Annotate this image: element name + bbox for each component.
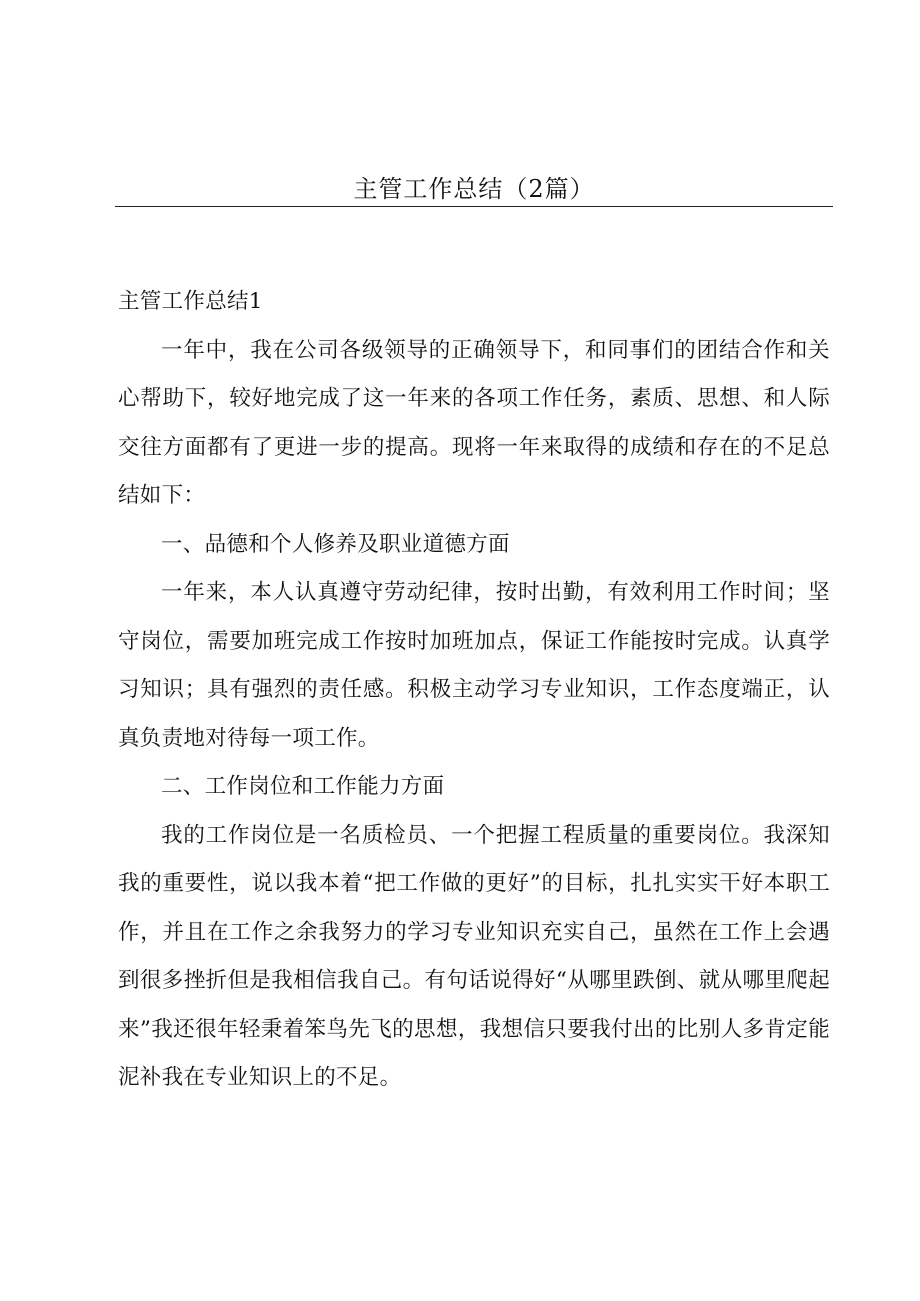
intro-paragraph: 一年中，我在公司各级领导的正确领导下，和同事们的团结合作和关心帮助下，较好地完成了这一年来的各项工作任务，素质、思想、和人际交往方面都有了更进一步的提高。现将一年来取得的成绩和存在的不足总结如下： [118,337,830,508]
document-title: 主管工作总结（2篇） [353,175,595,203]
heading-morality: 一、品德和个人修养及职业道德方面 [161,531,510,557]
section-title: 主管工作总结1 [118,289,263,314]
work-ability-paragraph: 我的工作岗位是一名质检员、一个把握工程质量的重要岗位。我深知我的重要性，说以我本着“把工作做的更好”的目标，扎扎实实干好本职工作，并且在工作之余我努力的学习专业知识充实自己，虽然在工作上会遇到很多挫折但是我相信我自己。有句话说得好“从哪里跌倒、就从哪里爬起来”我还很年轻秉着笨鸟先飞的思想，我想信只要我付出的比别人多肯定能泥补我在专业知识上的不足。 [118,822,830,1090]
morality-paragraph: 一年来，本人认真遵守劳动纪律，按时出勤，有效利用工作时间；坚守岗位，需要加班完成工作按时加班加点，保证工作能按时完成。认真学习知识；具有强烈的责任感。积极主动学习专业知识，工作态度端正，认真负责地对待每一项工作。 [118,580,830,751]
document-body [118,278,830,1103]
heading-work-ability: 二、工作岗位和工作能力方面 [161,774,445,799]
title-underline [115,206,833,207]
